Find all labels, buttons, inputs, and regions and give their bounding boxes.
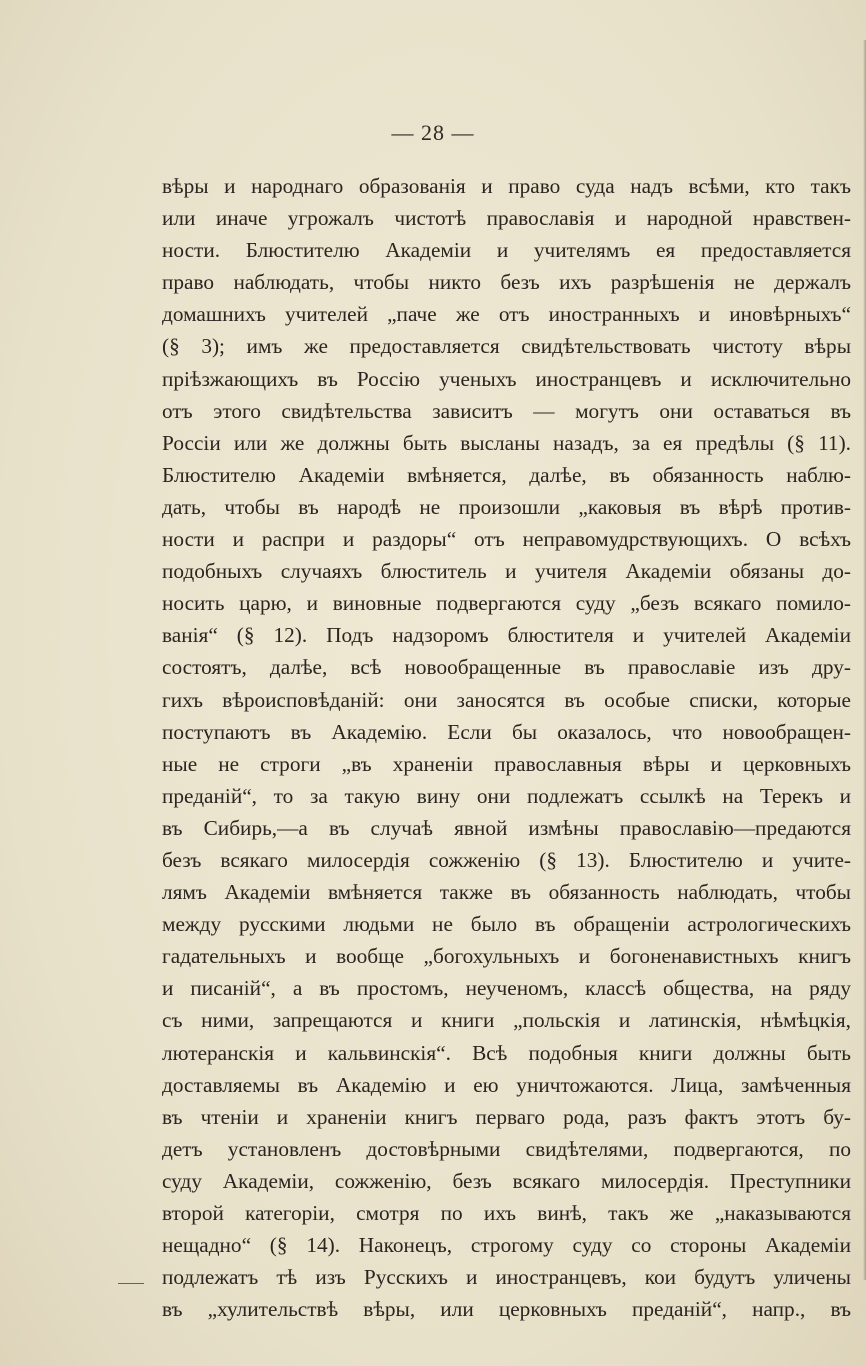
text-line: подлежатъ тѣ изъ Русскихъ и иностранцевъ, кои будутъ уличены <box>162 1265 851 1290</box>
text-line: дать, чтобы въ народѣ не произошли „каковыя въ вѣрѣ против- <box>162 494 851 519</box>
page-number: — 28 — <box>391 120 475 145</box>
text-line: право наблюдать, чтобы никто безъ ихъ разрѣшенія не держалъ <box>162 270 851 295</box>
text-line: детъ установленъ достовѣрными свидѣтелями, подвергаются, по <box>162 1136 851 1161</box>
text-line: гадательныхъ и вообще „богохульныхъ и богоненавистныхъ книгъ <box>162 944 851 969</box>
text-line: въ „хулительствѣ вѣры, или церковныхъ преданій“, напр., въ <box>162 1297 851 1322</box>
text-line: ванія“ (§ 12). Подъ надзоромъ блюстителя и учителей Академіи <box>162 623 851 648</box>
text-line: ности. Блюстителю Академіи и учителямъ ея предоставляется <box>162 238 851 263</box>
text-line: лямъ Академіи вмѣняется также въ обязанность наблюдать, чтобы <box>162 880 851 905</box>
text-line: вѣры и народнаго образованія и право суда надъ всѣми, кто такъ <box>162 174 851 198</box>
text-line: Блюстителю Академіи вмѣняется, далѣе, въ обязанность наблю- <box>162 462 851 487</box>
text-line: преданій“, то за такую вину они подлежатъ ссылкѣ на Терекъ и <box>162 783 851 808</box>
text-line: между русскими людьми не было въ обращеніи астрологическихъ <box>162 912 851 937</box>
text-line: доставляемы въ Академію и ею уничтожаются. Лица, замѣченныя <box>162 1072 851 1097</box>
text-line: ности и распри и раздоры“ отъ неправомудрствующихъ. О всѣхъ <box>162 527 851 552</box>
text-line: подобныхъ случаяхъ блюститель и учителя Академіи обязаны до- <box>162 559 851 584</box>
text-line: въ Сибирь,—а въ случаѣ явной измѣны православію—предаются <box>162 815 851 840</box>
text-line: или иначе угрожалъ чистотѣ православія и народной нравствен- <box>162 206 851 231</box>
text-line: Россіи или же должны быть высланы назадъ, за ея предѣлы (§ 11). <box>162 430 851 455</box>
text-line: суду Академіи, сожженію, безъ всякаго милосердія. Преступники <box>162 1168 851 1193</box>
text-line: лютеранскія и кальвинскія“. Всѣ подобныя книги должны быть <box>162 1040 851 1065</box>
text-line: и писаній“, а въ простомъ, неученомъ, классѣ общества, на ряду <box>162 976 851 1001</box>
text-line: домашнихъ учителей „паче же отъ иностранныхъ и иновѣрныхъ“ <box>162 302 851 327</box>
text-line: нещадно“ (§ 14). Наконецъ, строгому суду со стороны Академіи <box>162 1233 851 1258</box>
body-text <box>162 170 851 1325</box>
text-line: состоятъ, далѣе, всѣ новообращенные въ православіе изъ дру- <box>162 655 851 680</box>
text-line: ные не строги „въ храненіи православныя вѣры и церковныхъ <box>162 751 851 776</box>
text-line: второй категоріи, смотря по ихъ винѣ, такъ же „наказываются <box>162 1201 851 1225</box>
text-line: (§ 3); имъ же предоставляется свидѣтельствовать чистоту вѣры <box>162 334 851 359</box>
text-line: безъ всякаго милосердія сожженію (§ 13). Блюстителю и учите- <box>162 847 851 872</box>
text-line: носить царю, и виновные подвергаются суду „безъ всякаго помило- <box>162 591 851 616</box>
text-line: пріѣзжающихъ въ Россію ученыхъ иностранцевъ и исключительно <box>162 366 851 391</box>
text-line: поступаютъ въ Академію. Если бы оказалось, что новообращен- <box>162 719 851 744</box>
text-line: съ ними, запрещаются и книги „польскія и латинскія, нѣмѣцкія, <box>162 1008 851 1033</box>
text-line: отъ этого свидѣтельства зависитъ — могутъ они оставаться въ <box>162 398 851 423</box>
text-line: гихъ вѣроисповѣданій: они заносятся въ особые списки, которые <box>162 687 851 712</box>
text-line: въ чтеніи и храненіи книгъ перваго рода, разъ фактъ этотъ бу- <box>162 1104 851 1129</box>
margin-mark <box>118 1283 144 1284</box>
